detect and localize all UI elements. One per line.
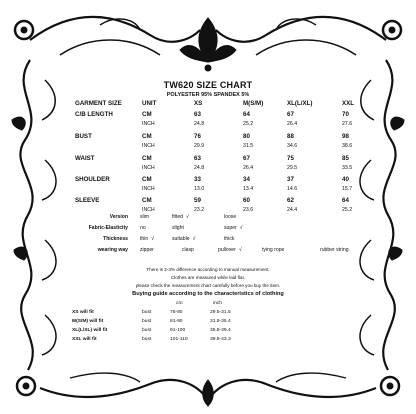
inch-value: 13.0	[194, 186, 205, 192]
inch-value: 27.6	[342, 121, 353, 127]
option-text: loose	[224, 214, 237, 220]
guide-size-label: XL(L/XL) will fit	[72, 328, 108, 333]
option-item	[140, 247, 154, 253]
inch-value: 34.6	[287, 143, 298, 149]
cm-value: 64	[243, 111, 250, 118]
guide-inch-range: 35.8-39.4	[210, 328, 231, 333]
cm-value: 80	[243, 133, 250, 140]
inch-value: 25.2	[342, 207, 353, 213]
option-item	[262, 247, 284, 253]
cm-value: 40	[342, 176, 349, 183]
fabric-composition: POLYESTER 95% SPANDEX 5%	[166, 92, 250, 98]
cm-value: 88	[287, 133, 294, 140]
header-garment-size: GARMENT SIZE	[75, 100, 122, 107]
guide-cm-range: 81-90	[170, 319, 183, 324]
right-border-ornament	[360, 60, 396, 370]
inch-value: 33.5	[342, 165, 353, 171]
option-item	[172, 214, 189, 220]
option-text: clasp	[182, 247, 194, 253]
option-item	[224, 225, 243, 231]
option-text: thick	[224, 236, 235, 242]
inch-value: 23.6	[243, 207, 254, 213]
checkmark-icon: √	[186, 214, 189, 220]
inch-value: 29.9	[194, 143, 205, 149]
option-item	[140, 236, 154, 242]
inch-value: 24.8	[194, 165, 205, 171]
header-unit: UNIT	[142, 100, 157, 107]
row-label: C/B LENGTH	[75, 111, 113, 118]
cm-value: 70	[342, 111, 349, 118]
checkmark-icon: √	[239, 225, 243, 231]
header-size-xl: XL(L/XL)	[287, 100, 313, 107]
checkmark-icon: √	[151, 236, 155, 242]
option-label: wearing way	[97, 247, 128, 253]
left-border-ornament	[20, 60, 56, 370]
unit-cm: CM	[142, 155, 152, 162]
option-text: fitted	[172, 214, 184, 220]
option-item	[224, 214, 236, 220]
cm-value: 59	[194, 197, 201, 204]
option-text: slim	[140, 214, 150, 220]
header-size-m: M(S/M)	[243, 100, 264, 107]
option-text: rubber string	[320, 247, 349, 253]
guide-size-label: XXL will fit	[72, 337, 97, 342]
cm-value: 34	[243, 176, 250, 183]
cm-value: 64	[342, 197, 349, 204]
inch-value: 24.4	[287, 207, 298, 213]
guide-cm-range: 75-80	[170, 310, 183, 315]
option-text: no	[140, 225, 146, 231]
chart-title: TW620 SIZE CHART	[163, 80, 253, 90]
cm-value: 67	[243, 155, 250, 162]
inch-value: 31.5	[243, 143, 254, 149]
guide-inch-range: 31.9-35.4	[210, 319, 231, 324]
guide-size-label: M(S/M) will fit	[72, 319, 104, 324]
guide-inch-range: 39.8-43.3	[210, 337, 231, 342]
crest-ornament	[180, 18, 236, 71]
option-item	[224, 236, 234, 242]
unit-cm: CM	[142, 176, 152, 183]
cm-value: 75	[287, 155, 294, 162]
cm-value: 37	[287, 176, 294, 183]
header-size-xxl: XXL	[342, 100, 355, 107]
guide-inch-range: 29.5-31.5	[210, 310, 231, 315]
cm-value: 63	[194, 111, 201, 118]
guide-body-part: bust	[142, 337, 152, 342]
inch-value: 38.6	[342, 143, 353, 149]
guide-cm-range: 101-110	[170, 337, 188, 342]
row-label: WAIST	[75, 155, 95, 162]
cm-value: 67	[287, 111, 294, 118]
option-item	[218, 247, 242, 253]
row-label: BUST	[75, 133, 92, 140]
guide-body-part: bust	[142, 319, 152, 324]
guide-col-cm: cm	[176, 301, 183, 306]
option-text: tying rope	[262, 247, 285, 253]
cm-value: 85	[342, 155, 349, 162]
cm-value: 98	[342, 133, 349, 140]
inch-value: 13.4	[243, 186, 254, 192]
inch-value: 26.4	[243, 165, 254, 171]
checkmark-icon: √	[238, 247, 242, 253]
cm-value: 60	[243, 197, 250, 204]
unit-inch: INCH	[142, 165, 155, 171]
inch-value: 25.2	[243, 121, 254, 127]
guide-body-part: bust	[142, 310, 152, 315]
option-text: pullover	[218, 247, 236, 253]
inch-value: 26.4	[287, 121, 298, 127]
option-label: Thickness	[103, 236, 128, 242]
unit-inch: INCH	[142, 186, 155, 192]
inch-value: 15.7	[342, 186, 353, 192]
cm-value: 33	[194, 176, 201, 183]
buying-guide-heading: Buying guide according to the characteristics of clothing	[132, 291, 284, 297]
cm-value: 63	[194, 155, 201, 162]
guide-size-label: XS will fit	[72, 310, 94, 315]
unit-cm: CM	[142, 197, 152, 204]
inch-value: 29.5	[287, 165, 298, 171]
row-label: SLEEVE	[75, 197, 100, 204]
unit-cm: CM	[142, 133, 152, 140]
option-text: thin	[140, 236, 149, 242]
option-text: super	[224, 225, 237, 231]
inch-value: 24.8	[194, 121, 205, 127]
option-text: suitable	[172, 236, 190, 242]
inch-value: 23.2	[194, 207, 205, 213]
checkmark-icon: √	[192, 236, 196, 242]
guide-cm-range: 91-100	[170, 328, 186, 333]
guide-body-part: bust	[142, 328, 152, 333]
option-item	[140, 214, 149, 220]
cm-value: 62	[287, 197, 294, 204]
cm-value: 76	[194, 133, 201, 140]
unit-inch: INCH	[142, 143, 155, 149]
unit-inch: INCH	[142, 207, 155, 213]
option-text: zipper	[140, 247, 154, 253]
note-check-chart: please check the measurement chart carefully before you buy the item.	[135, 283, 281, 288]
option-label: Fabric-Elasticity	[88, 225, 128, 231]
option-label: Version	[109, 214, 128, 220]
note-difference: There is 2-3% difference according to manual measurement.	[146, 267, 270, 272]
unit-cm: CM	[142, 111, 152, 118]
option-item	[140, 225, 146, 231]
note-laid-flat: Clothes are measured while laid flat.	[170, 275, 246, 280]
guide-col-inch: inch	[213, 301, 222, 306]
header-size-xs: XS	[194, 100, 203, 107]
option-text: slight	[172, 225, 184, 231]
option-item	[172, 236, 195, 242]
inch-value: 14.6	[287, 186, 298, 192]
option-item	[182, 247, 194, 253]
unit-inch: INCH	[142, 121, 155, 127]
option-item	[320, 247, 349, 253]
row-label: SHOULDER	[75, 176, 110, 183]
option-item	[172, 225, 184, 231]
